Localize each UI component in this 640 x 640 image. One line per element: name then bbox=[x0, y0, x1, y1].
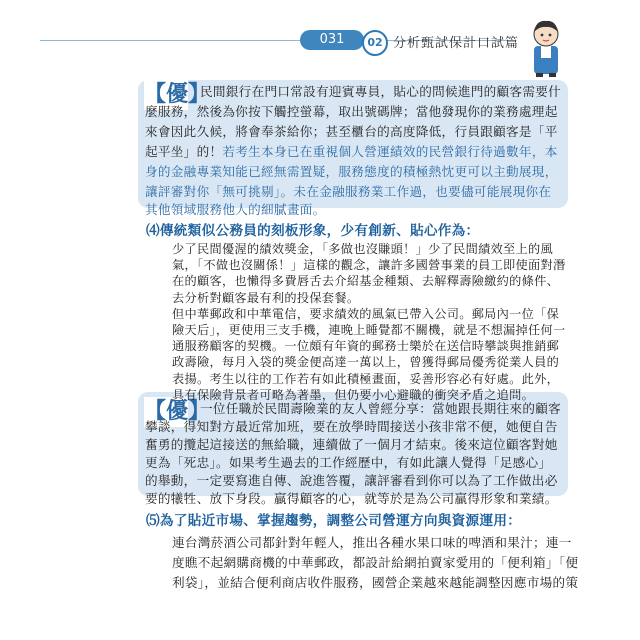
chapter-number: 02 bbox=[362, 30, 388, 56]
box2-line-6: 要的犧牲、放下身段。贏得顧客的心，就等於是為公司贏得形象和業績。 bbox=[145, 491, 558, 506]
chapter-title: 分析甄試保計口試篇 bbox=[393, 36, 520, 51]
section5-line: 利袋」，並結合便利商店收件服務，國營企業越來越能調整因應市場的策 bbox=[172, 575, 579, 590]
tag-advantage-1: 【優 bbox=[144, 80, 188, 110]
box1-line-1: 民間銀行在門口常設有迎賓專員，貼心的問候進門的顧客需要什 bbox=[200, 84, 562, 99]
section4-line: 政壽險，每月入袋的獎金便高達一萬以上，曾獲得郵局優秀從業人員的 bbox=[172, 355, 560, 370]
box1-line-4: 起平坐」的！若考生本身已在重視個人營運績效的民營銀行待過數年，本 bbox=[145, 144, 558, 159]
box1-line-3: 來會因此久候，將會奉茶給你；甚至櫃台的高度降低，行員跟顧客是「平 bbox=[145, 124, 558, 139]
section4-line: 去分析對顧客最有利的投保套餐。 bbox=[172, 290, 360, 305]
box2-line-1: 一位任職於民間壽險業的友人曾經分享：當她跟長期往來的顧客 bbox=[200, 401, 562, 416]
mascot-icon bbox=[522, 16, 570, 78]
section4-line-10: 具有保險背景者可略為著墨，但仍要小心避職的衝突矛盾之追問。 bbox=[172, 387, 535, 402]
box1-line-7: 其他領域服務他人的細膩畫面。 bbox=[145, 202, 326, 217]
section4-line: 在的顧客，也懶得多費唇舌去介紹基金種類、去解釋壽險繳約的條件、 bbox=[172, 274, 560, 289]
box1-line-6: 讓評審對你「無可挑剔」。未在金融服務業工作過，也要儘可能展現你在 bbox=[145, 184, 552, 199]
box2-line-5: 的舉動，一定要寫進自傳、說進答覆，讓評審看到你可以為了工作做出必 bbox=[145, 473, 558, 488]
section4-line: 但中華郵政和中華電信，要求績效的風氣已帶入公司。郵局內一位「保 bbox=[172, 306, 560, 321]
box2-line-3: 奮勇的攬起這接送的無給職，連續做了一個月才結束。後來這位顧客對她 bbox=[145, 437, 558, 452]
section4-line: 險天后」，更使用三支手機，連晚上睡覺都不關機，就是不想漏掉任何一 bbox=[172, 323, 566, 337]
section5-line: 度瞧不起網購商機的中華郵政，都設計給網拍賣家愛用的「便利箱」「便 bbox=[172, 555, 579, 570]
page-number: 031 bbox=[300, 30, 364, 50]
tag-advantage-2: 【優 bbox=[144, 397, 188, 427]
box2-line-4: 更為「死忠」。如果考生過去的工作經歷中，有如此讓人覺得「足感心」 bbox=[145, 455, 552, 470]
box1-line-5: 身的金融專業知能已經無需置疑，服務態度的積極熱忱更可以主動展現， bbox=[145, 164, 558, 179]
box1-line-2: 麼服務，然後為你按下觸控螢幕，取出號碼牌；當他發現你的業務處理起 bbox=[145, 104, 558, 119]
section5-heading: ⑸為了貼近市場、掌握趨勢，調整公司營運方向與資源運用： bbox=[146, 513, 522, 529]
section5-line: 連台灣菸酒公司都針對年輕人，推出各種水果口味的啤酒和果汁；連一 bbox=[172, 535, 572, 550]
section4-line: 表揚。考生以往的工作若有如此積極畫面，妥善形容必有好處。此外， bbox=[172, 371, 560, 386]
section4-heading: ⑷傳統類似公務員的刻板形象，少有創新、貼心作為： bbox=[146, 223, 480, 239]
box2-line-2: 攀談，得知對方最近常加班，要在放學時間接送小孩非常不便，她便自告 bbox=[145, 419, 558, 434]
section4-line: 通服務顧客的契機。一位頗有年資的郵務士樂於在送信時攀談與推銷郵 bbox=[172, 339, 560, 354]
section4-line: 氣，「不做也沒關係！」這樣的觀念，讓許多國營事業的員工即使面對潛 bbox=[172, 258, 566, 273]
section4-line: 少了民間優渥的績效獎金，「多做也沒賺頭！」少了民間績效至上的風 bbox=[172, 242, 554, 256]
